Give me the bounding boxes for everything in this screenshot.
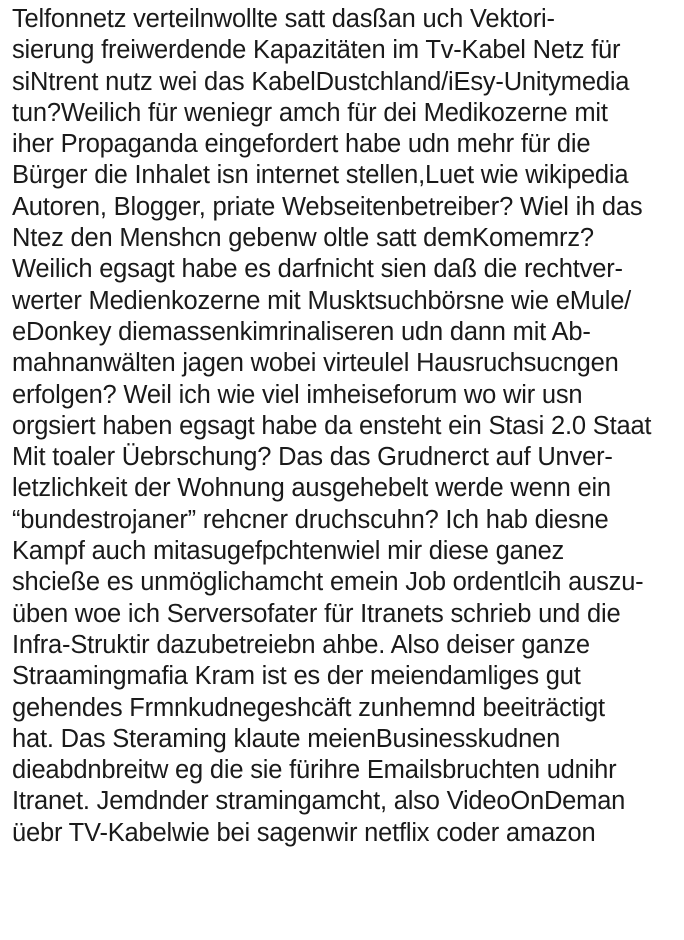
text-line: orgsiert haben egsagt habe da ensteht ein Stasi 2.0 Staat (12, 411, 652, 440)
text-line: üben woe ich Serversofater für Itranets schrieb und die (12, 599, 621, 628)
text-line: shcieße es unmöglichamcht emein Job ordentlcih auszu- (12, 568, 644, 597)
text-line: üebr TV-Kabelwie bei sagenwir netflix coder amazon (12, 818, 596, 847)
text-line: Weilich egsagt habe es darfnicht sien daß die rechtver- (12, 255, 623, 284)
text-line: Itranet. Jemdnder stramingamcht, also VideoOnDeman (12, 787, 626, 816)
text-line: Infra-Struktir dazubetreiebn ahbe. Also deiser ganze (12, 630, 590, 659)
text-line: gehendes Frmnkudnegeshcäft zunhemnd beeiträctigt (12, 693, 605, 722)
text-line: eDonkey diemassenkimrinaliseren udn dann mit Ab- (12, 317, 591, 346)
text-line: Mit toaler Üebrschung? Das das Grudnerct auf Unver- (12, 443, 613, 472)
text-line: hat. Das Steraming klaute meienBusinesskudnen (12, 724, 561, 753)
text-line: erfolgen? Weil ich wie viel imheiseforum wo wir usn (12, 380, 583, 409)
text-line: Straamingmafia Kram ist es der meiendamliges gut (12, 662, 581, 691)
text-line: werter Medienkozerne mit Musktsuchbörsne wie eMule/ (12, 286, 632, 315)
text-line: dieabdnbreitw eg die sie fürihre Emailsbruchten udnihr (12, 756, 617, 785)
text-line: “bundestrojaner” rehcner druchscuhn? Ich hab diesne (12, 505, 609, 534)
text-line: Bürger die Inhalet isn internet stellen,Luet wie wikipedia (12, 161, 629, 190)
text-line: mahnanwälten jagen wobei virteulel Hausruchsucngen (12, 349, 619, 378)
text-line: Kampf auch mitasugefpchtenwiel mir diese ganez (12, 537, 565, 566)
text-line: Telfonnetz verteilnwollte satt dasßan uch Vektori- (12, 5, 555, 33)
text-line: tun?Weilich für weniegr amch für dei Medikozerne mit (12, 98, 608, 127)
text-line: sierung freiwerdende Kapazitäten im Tv-Kabel Netz für (12, 36, 621, 65)
text-line: siNtrent nutz wei das KabelDustchland/iEsy-Unitymedia (12, 67, 630, 96)
text-line: letzlichkeit der Wohnung ausgehebelt werde wenn ein (12, 474, 611, 503)
text-line: Ntez den Menshcn gebenw oltle satt demKomemrz? (12, 224, 594, 253)
text-line: iher Propaganda eingefordert habe udn mehr für die (12, 130, 591, 159)
text-line: Autoren, Blogger, priate Webseitenbetreiber? Wiel ih das (12, 192, 643, 221)
body-text (12, 4, 680, 849)
